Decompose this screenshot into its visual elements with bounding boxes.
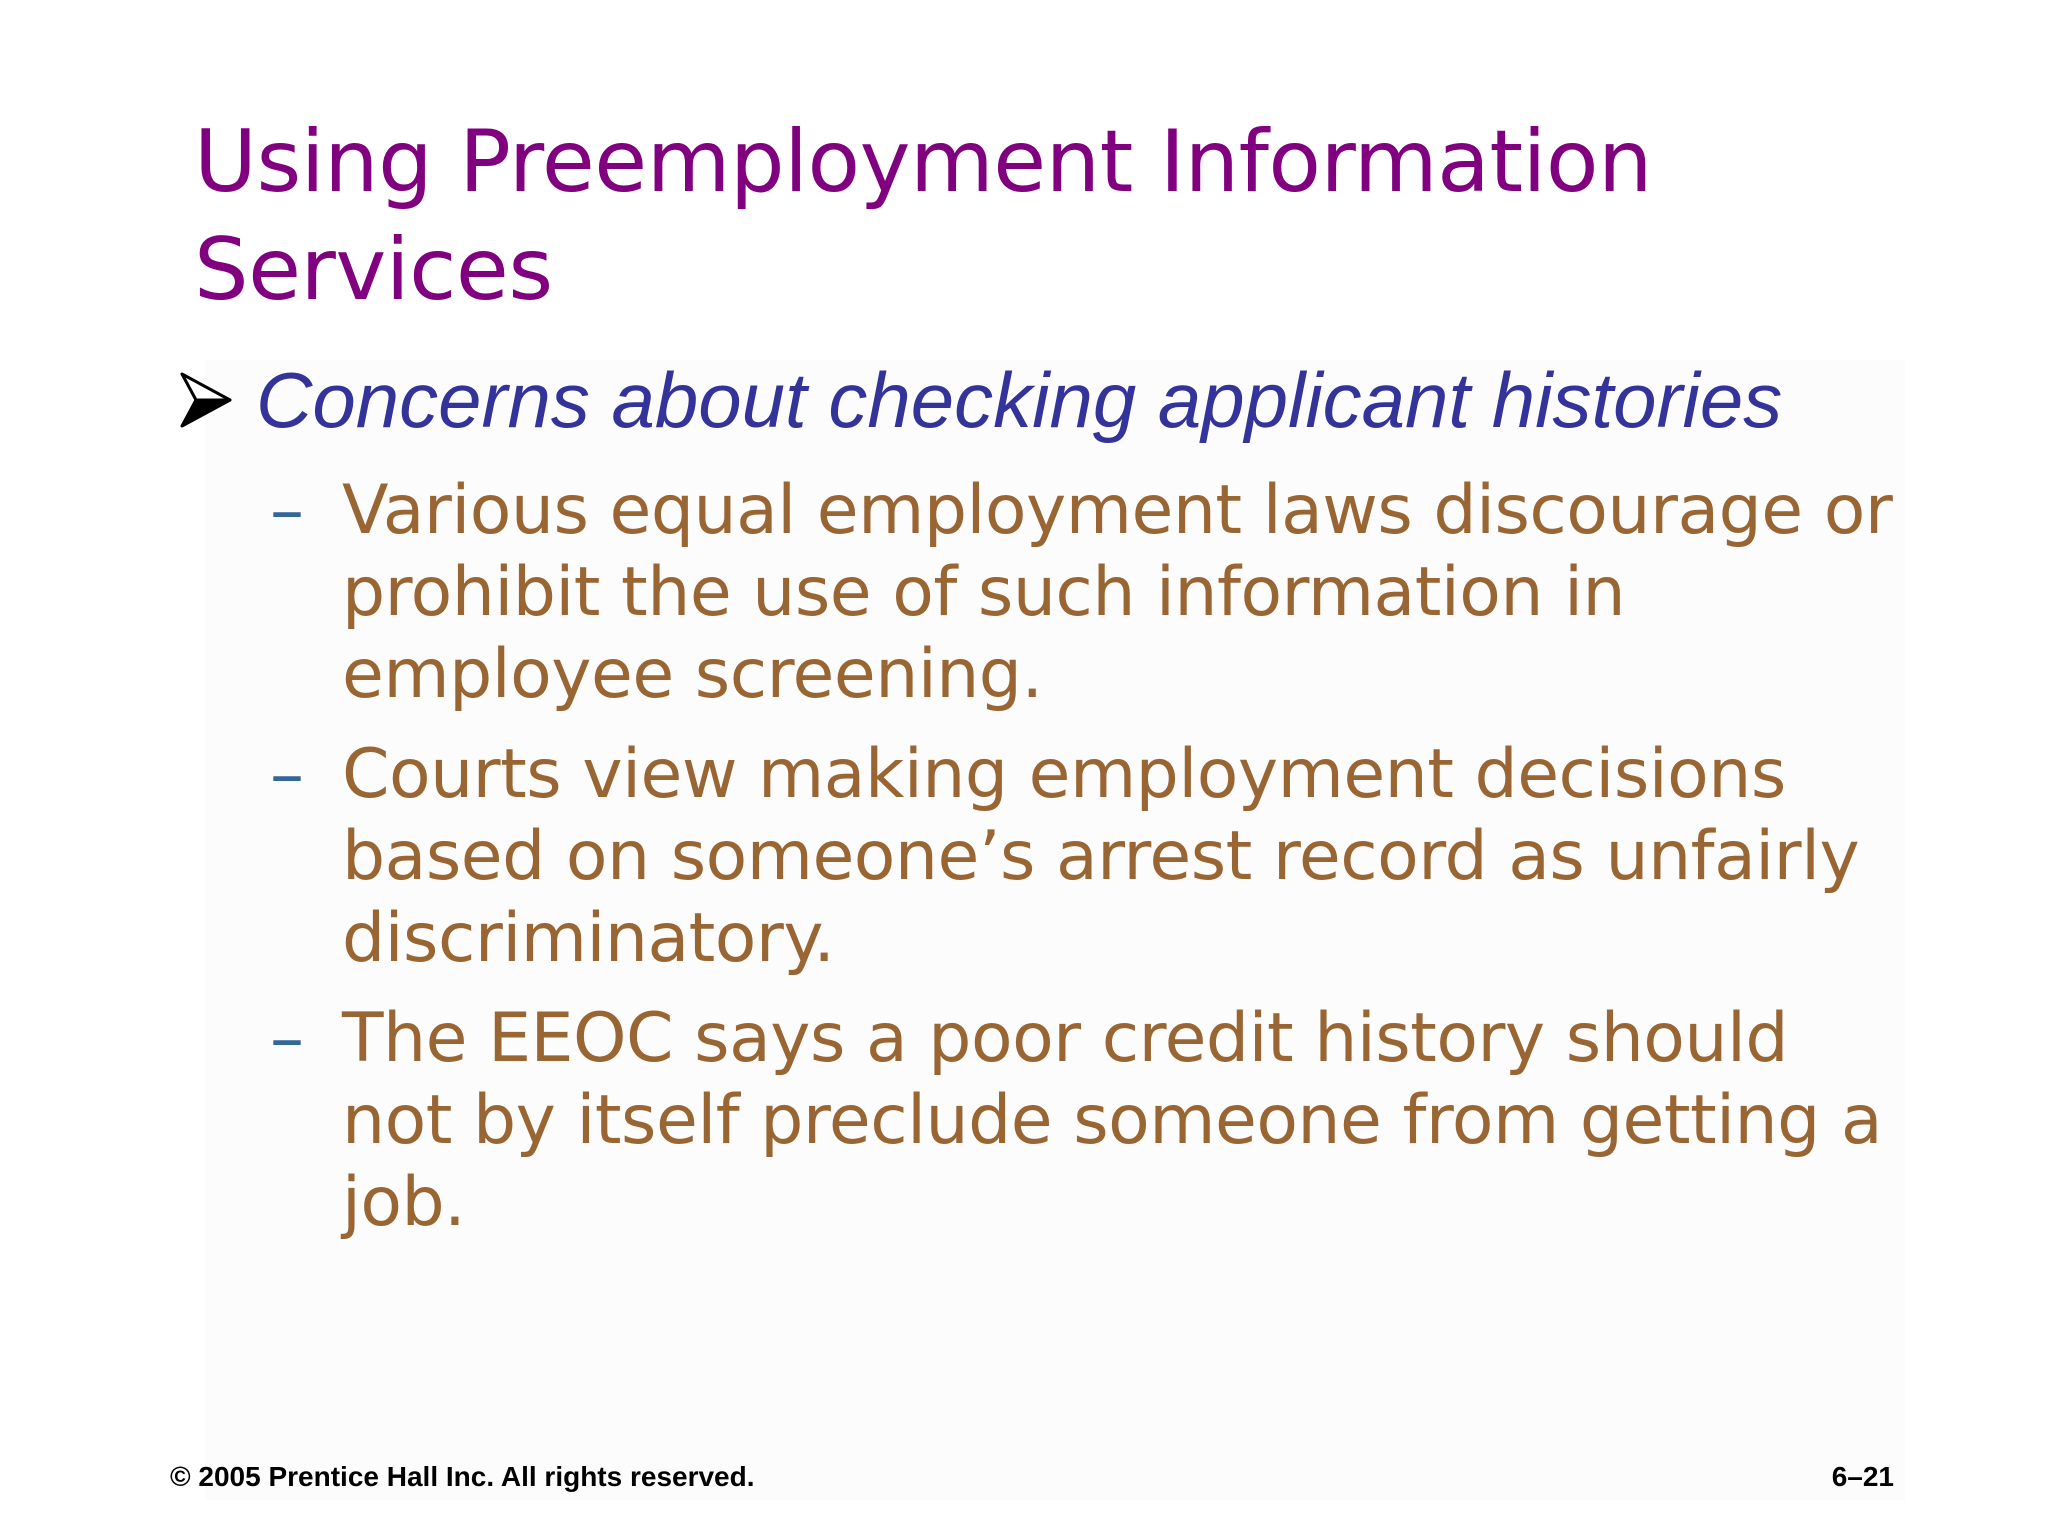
page-number: 6–21: [1831, 1461, 1894, 1492]
sub-bullet-item: [270, 470, 1910, 716]
sub-bullet-item: [270, 998, 1910, 1244]
dash-bullet-icon: –: [270, 735, 304, 814]
dash-bullet-icon: –: [270, 471, 304, 550]
sub-bullet-text: Courts view making employment decisions based on someone’s arrest record as unfairly discriminatory.: [342, 735, 1860, 978]
copyright-footer: © 2005 Prentice Hall Inc. All rights reserved.: [170, 1461, 755, 1492]
main-bullet-text: Concerns about checking applicant histories: [256, 356, 1783, 444]
sub-bullet-text: Various equal employment laws discourage or prohibit the use of such information in employee screening.: [342, 471, 1893, 714]
main-bullet: [178, 355, 1978, 445]
dash-bullet-icon: –: [270, 999, 304, 1078]
arrowhead-bullet-icon: [178, 370, 234, 430]
sub-bullet-list: [270, 470, 1910, 1262]
sub-bullet-item: [270, 734, 1910, 980]
slide-title: Using Preemployment Information Services: [194, 112, 1653, 320]
sub-bullet-text: The EEOC says a poor credit history should not by itself preclude someone from getting a job.: [342, 999, 1883, 1242]
